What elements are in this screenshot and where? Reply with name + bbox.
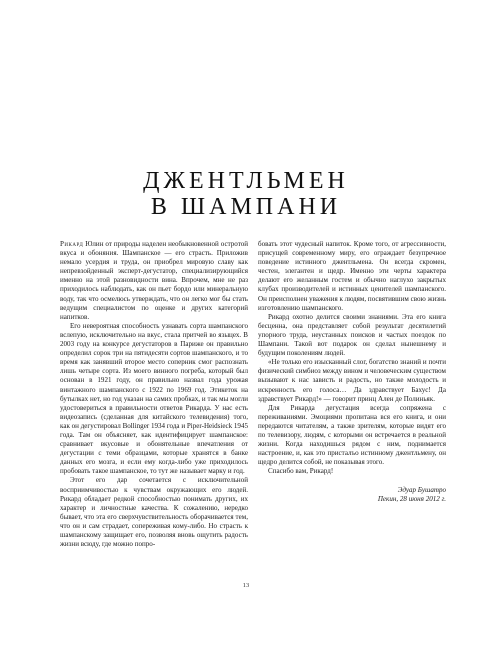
lead-word: Рикард bbox=[60, 240, 84, 248]
title-line-1: ДЖЕНТЛЬМЕН bbox=[143, 168, 349, 194]
signature-block bbox=[258, 486, 446, 504]
paragraph-text: Юлин от природы наделен необыкновенной остротой вкуса и обоняния. Шампанское — его страсть. Приложив немало усердия и труда, он приобрел мировую славу как непревзойденный эксперт-дегустатор, специализирующийся именно на этой разновидности вина. Впрочем, мне не раз приходилось наблюдать, как он пьет бордо или минеральную воду, так что осмелюсь утверждать, что он легко мог бы стать ведущим специалистом по оценке и других категорий напитков. bbox=[60, 240, 248, 321]
signature-name: Эдуар Бушатро bbox=[397, 486, 446, 495]
paragraph: Для Рикарда дегустация всегда сопряжена с переживаниями. Эмоциями пропитана вся его книга, и они передаются читателям, а также зрителям, которые видят его по телевизору, людям, с которыми он встречается в реальной жизни. Когда находишься рядом с ним, поднимается настроение, и, как это присталъо истинному джентльмену, он щедро делится собой, не показывая этого. bbox=[258, 403, 446, 467]
paragraph: «Не только его изысканный слог, богатство знаний и почти физический симбиоз между вином и человеческим существом вызывают к нас зависть и радость, но также молодость и искренность его голоса… Да здравствует Бахус! Да здравствует Рикард!» — говорит принц Ален де Полиньяк. bbox=[258, 358, 446, 403]
page-title bbox=[0, 168, 492, 220]
paragraph bbox=[60, 240, 248, 322]
page-number: 13 bbox=[242, 582, 250, 589]
text-column-right bbox=[258, 240, 446, 504]
paragraph: бовать этот чудесный напиток. Кроме того, от агрессивности, присущей современному миру, его ограждает безупречное поведение истинного джентльмена. Он всегда скромен, честен, элегантен и щедр. Именно эти черты характера делают его желанным гостем и обычно наглухо закрытых клубах производителей и истинных ценителей шампанского. Он преисполнен уважения к людям, посвятившим свою жизнь изготовлению шампанского. bbox=[258, 240, 446, 312]
paragraph: Рикард охотно делится своими знаниями. Эта его книга бесценна, она представляет собой результат десятилетий упорного труда, неустанных поисков и частых поездок по Шампани. Такой вот подарок он сделал нынешнему и будущим поколениям людей. bbox=[258, 312, 446, 358]
paragraph: Этот его дар сочетается с исключительной восприимчивостью к чувствам окружающих его людей. Рикард обладает редкой способностью понимать других, их характер и личностные качества. К сожалению, нередко бывает, что эта его сверхчувствительность оборачивается тем, что он и сам страдает, сопереживая кому-либо. Но страсть к шампанскому защищает его, позволяя вновь ощутить радость жизни всюду, где можно попро- bbox=[60, 476, 248, 549]
title-line-2: В ШАМПАНИ bbox=[150, 194, 342, 220]
paragraph: Спасибо вам, Рикард! bbox=[268, 467, 334, 476]
text-column-left bbox=[60, 240, 248, 549]
signature-place-date: Пекин, 28 июня 2012 г. bbox=[377, 495, 446, 504]
paragraph: Его невероятная способность узнавать сорта шампанского вслепую, исключительно на вкус, стала притчей во языцех. В 2003 году на конкурсе дегустаторов в Париже он правильно определил сорок три на пятидесяти сортов шампанского, и то время как занявший второе место соперник смог распознать лишь четыре сорта. Из моего винного погреба, который был основан в 1921 году, он правильно назвал года урожая винтажного шампанского с 1922 по 1969 год. Этикеток на бутылках нет, но год указан на самих пробках, и так мы могли удостовериться в правильности ответов Рикарда. У нас есть видеозапись (сделанная для китайского телевидения) того, как он дегустировал Bollinger 1934 года и Piper-Heidsieck 1945 года. Там он объясняет, как идентифицирует шампанское: сравнивает вкусовые и обонятельные впечатления от дегустации с теми образцами, которые хранятся в банке данных его мозга, и если ему когда-либо уже приходилось пробовать такое шампанское, то тут же называет марку и год. bbox=[60, 321, 248, 476]
